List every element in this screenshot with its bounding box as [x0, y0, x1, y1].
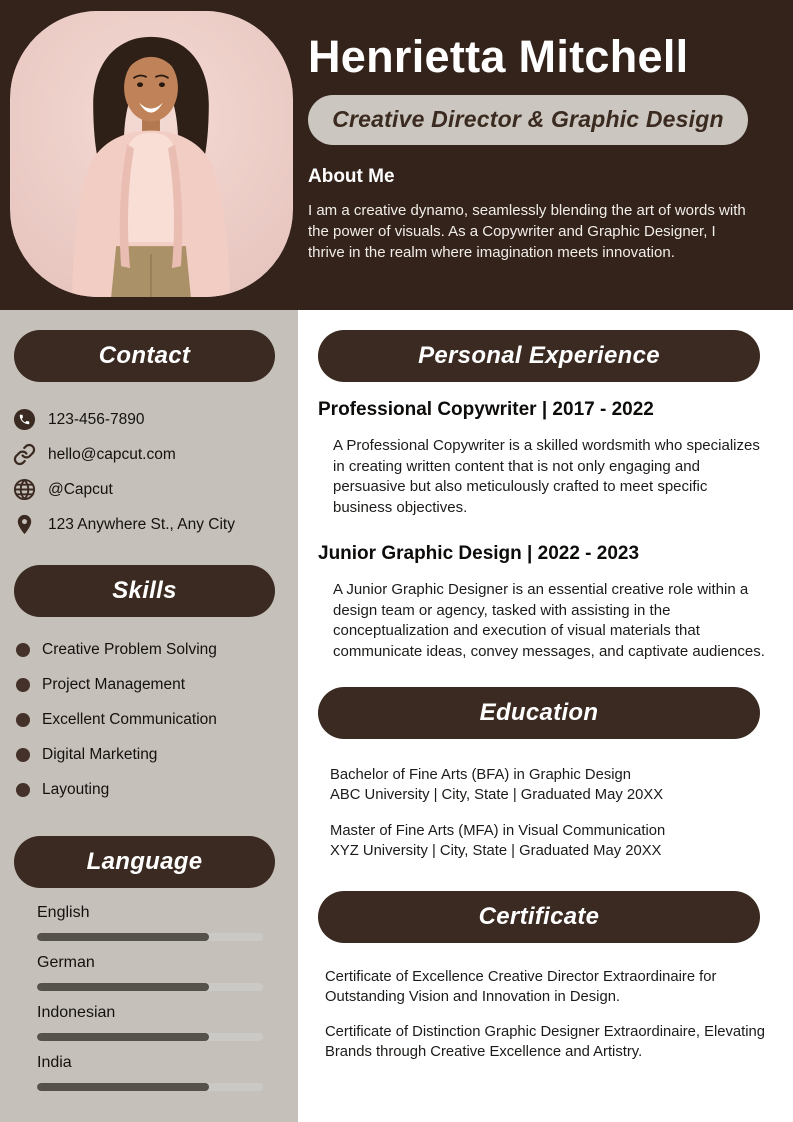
skills-heading-label: Skills — [112, 577, 177, 604]
language-heading-label: Language — [86, 848, 203, 875]
profile-photo — [10, 11, 293, 297]
phone-icon — [12, 408, 36, 432]
skills-list — [16, 632, 298, 807]
about-me-text: I am a creative dynamo, seamlessly blending the art of words with the power of visuals. As a Copywriter and Graphic Designer, I thrive in the realm where imagination meets innovation. — [308, 201, 746, 261]
language-section-header — [14, 836, 275, 888]
contact-item-phone — [12, 402, 298, 437]
job-entry-description: A Professional Copywriter is a skilled wordsmith who specializes in creating written content that is not only engaging and persuasive but also meticulously crafted to meet specific business objectives. — [333, 437, 760, 516]
education-degree: Master of Fine Arts (MFA) in Visual Communication — [330, 823, 666, 839]
skill-item — [16, 702, 298, 737]
globe-icon — [12, 478, 36, 502]
language-label: India — [37, 1054, 72, 1071]
education-degree: Bachelor of Fine Arts (BFA) in Graphic Design — [330, 767, 631, 783]
language-progress-fill — [37, 1033, 209, 1041]
education-school: XYZ University | City, State | Graduated May 20XX — [330, 843, 662, 859]
main-column — [298, 310, 793, 1122]
skill-label: Layouting — [42, 780, 110, 798]
street-address: 123 Anywhere St., Any City — [48, 515, 235, 533]
skill-label: Creative Problem Solving — [42, 640, 217, 658]
bullet-icon — [16, 783, 30, 797]
contact-heading-label: Contact — [98, 342, 191, 369]
job-entry-title: Junior Graphic Design | 2022 - 2023 — [318, 543, 640, 564]
sidebar — [0, 310, 298, 1122]
skill-item — [16, 737, 298, 772]
job-entry-title: Professional Copywriter | 2017 - 2022 — [318, 399, 654, 420]
certificate-entry: Certificate of Excellence Creative Director Extraordinaire for Outstanding Vision and Innovation in Design. — [325, 969, 717, 1005]
language-label: Indonesian — [37, 1004, 116, 1021]
education-school: ABC University | City, State | Graduated May 20XX — [330, 787, 664, 803]
certificate-entry: Certificate of Distinction Graphic Designer Extraordinaire, Elevating Brands through Creative Excellence and Artistry. — [325, 1024, 765, 1060]
language-list — [37, 904, 263, 1091]
experience-section-header — [318, 330, 760, 382]
bullet-icon — [16, 678, 30, 692]
link-icon — [12, 443, 36, 467]
bullet-icon — [16, 643, 30, 657]
language-progress-fill — [37, 983, 209, 991]
location-icon — [12, 513, 36, 537]
language-item — [37, 1054, 263, 1091]
skill-item — [16, 632, 298, 667]
experience-heading-label: Personal Experience — [418, 342, 660, 369]
skill-label: Excellent Communication — [42, 710, 217, 728]
language-progress-track — [37, 1033, 263, 1041]
language-item — [37, 904, 263, 941]
certificate-section-header — [318, 891, 760, 943]
contact-item-address — [12, 507, 298, 542]
language-item — [37, 1004, 263, 1041]
bullet-icon — [16, 748, 30, 762]
social-handle: @Capcut — [48, 480, 113, 498]
bullet-icon — [16, 713, 30, 727]
contact-item-email — [12, 437, 298, 472]
skills-section-header — [14, 565, 275, 617]
language-item — [37, 954, 263, 991]
header-section — [0, 0, 793, 310]
contact-list — [12, 402, 298, 542]
certificate-heading-label: Certificate — [478, 903, 600, 930]
language-label: German — [37, 954, 95, 971]
person-name: Henrietta Mitchell — [308, 31, 689, 82]
skill-label: Project Management — [42, 675, 186, 693]
language-progress-fill — [37, 933, 209, 941]
skill-label: Digital Marketing — [42, 745, 158, 763]
job-title-badge — [308, 95, 748, 145]
education-section-header — [318, 687, 760, 739]
language-label: English — [37, 904, 90, 921]
contact-item-handle — [12, 472, 298, 507]
phone-number: 123-456-7890 — [48, 410, 145, 428]
portrait-illustration — [10, 11, 293, 297]
language-progress-track — [37, 983, 263, 991]
skill-item — [16, 667, 298, 702]
email-address: hello@capcut.com — [48, 445, 176, 463]
language-progress-fill — [37, 1083, 209, 1091]
language-progress-track — [37, 933, 263, 941]
education-entry — [330, 765, 770, 805]
job-entry-description: A Junior Graphic Designer is an essential creative role within a design team or agency, tasked with assisting in the conceptualization and execution of visual materials that communicate ideas, convey messages, and captivate audiences. — [333, 581, 765, 660]
contact-section-header — [14, 330, 275, 382]
header-text-block — [308, 0, 768, 263]
skill-item — [16, 772, 298, 807]
about-me-heading: About Me — [308, 165, 395, 187]
education-entry — [330, 821, 770, 861]
job-title-label: Creative Director & Graphic Design — [332, 106, 724, 133]
language-progress-track — [37, 1083, 263, 1091]
education-heading-label: Education — [479, 699, 599, 726]
